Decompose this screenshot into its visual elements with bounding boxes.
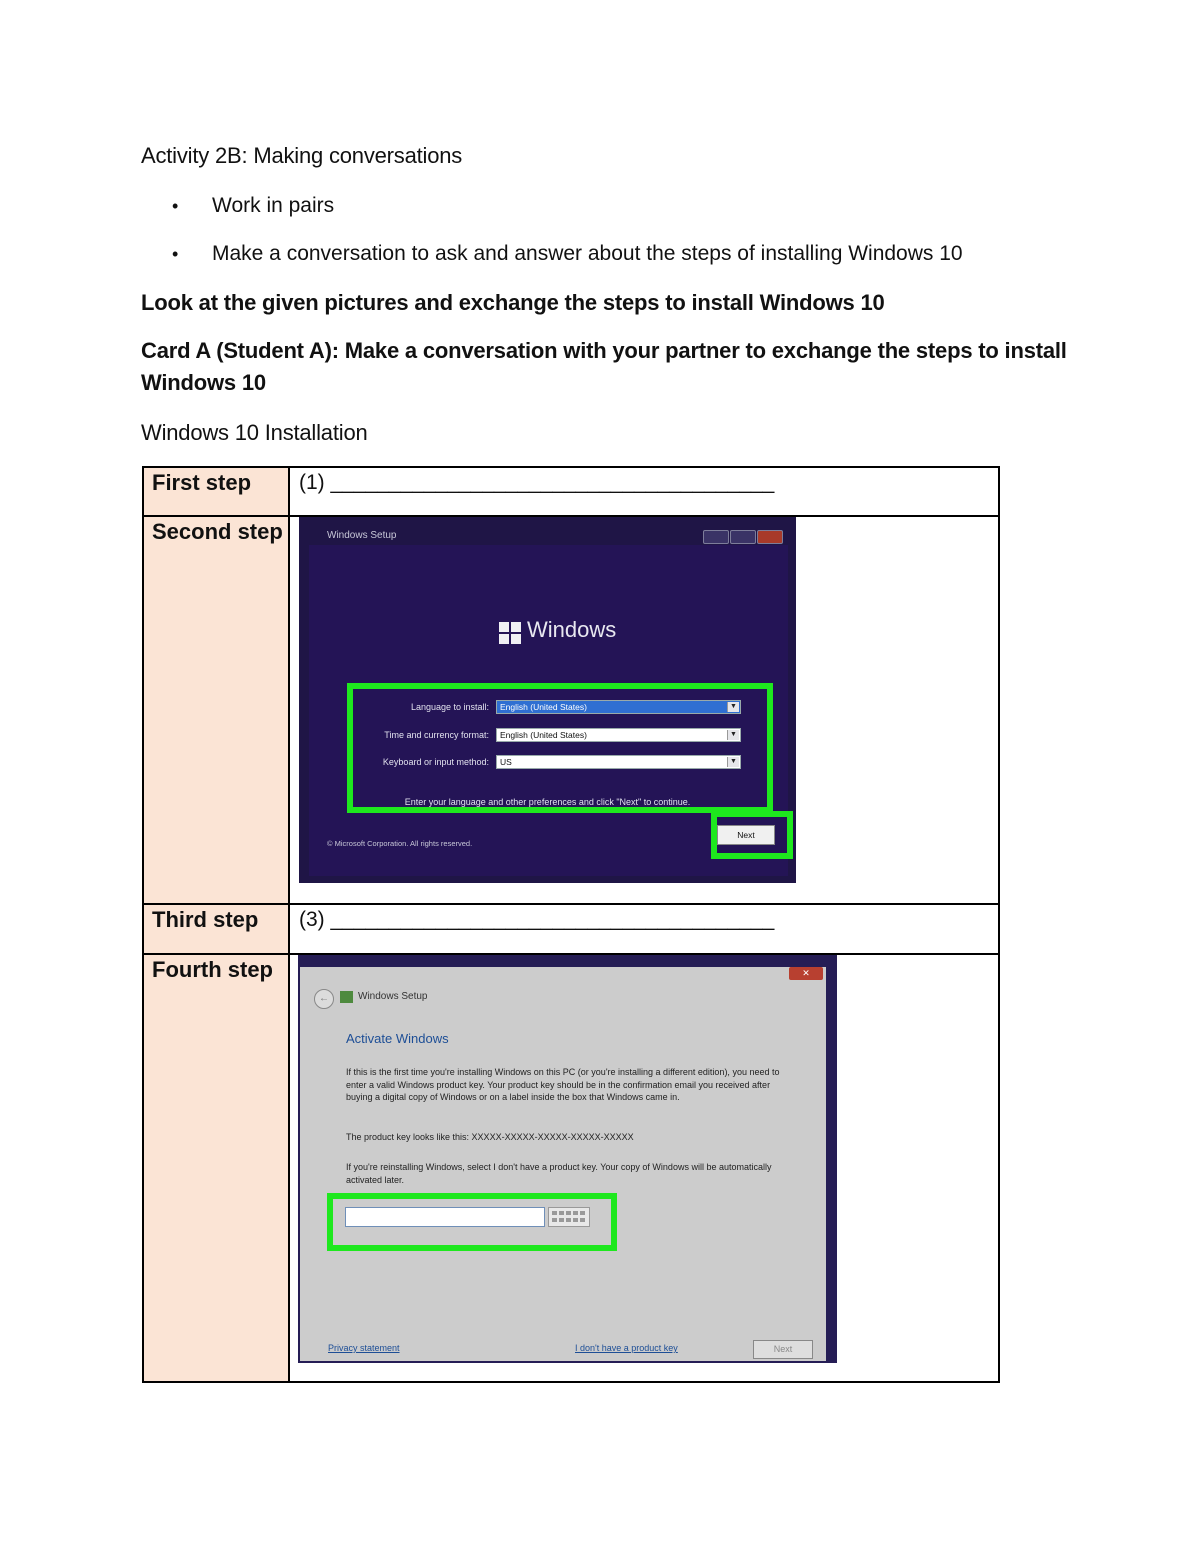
keyboard-field-label: Keyboard or input method:: [382, 757, 489, 767]
step-label-second: Second step: [152, 519, 283, 544]
product-key-highlight-box: [327, 1193, 617, 1251]
minimize-icon: [703, 530, 729, 544]
step-answer-first: (1) ______________________________________: [299, 471, 775, 494]
setup-hint-text: Enter your language and other preferences and click "Next" to continue.: [404, 797, 691, 807]
keyboard-select-value: US: [500, 757, 512, 767]
card-a-line-1: Card A (Student A): Make a conversation with your partner to exchange the steps to install: [141, 338, 1067, 363]
card-a-line-2: Windows 10: [141, 370, 266, 395]
back-arrow-icon: ←: [314, 989, 334, 1009]
setup-window-title: Windows Setup: [327, 530, 397, 541]
step-label-third: Third step: [152, 907, 259, 932]
table-rule: [288, 466, 290, 1383]
activate-paragraph-3: If you're reinstalling Windows, select I don't have a product key. Your copy of Windows will be automatically activated later.: [346, 1162, 772, 1185]
table-rule: [998, 466, 1000, 1383]
close-icon: [757, 530, 783, 544]
activate-paragraph-1: If this is the first time you're installing Windows on this PC (or you're installing a different edition), you need to enter a valid Windows product key. Your product key should be in the confirmation email you received after buying a digital copy of Windows or on a label inside the box that Windows came in.: [346, 1067, 780, 1102]
installation-subheading: Windows 10 Installation: [141, 420, 368, 445]
step-answer-third: (3) ______________________________________: [299, 908, 775, 931]
no-product-key-link: I don't have a product key: [575, 1343, 678, 1353]
table-rule: [142, 466, 1000, 468]
maximize-icon: [730, 530, 756, 544]
privacy-statement-link: Privacy statement: [328, 1343, 400, 1353]
next-button: Next: [753, 1340, 813, 1359]
chevron-down-icon: ▼: [727, 730, 739, 740]
time-format-field-label: Time and currency format:: [384, 730, 489, 740]
table-rule: [142, 466, 144, 1383]
table-rule: [142, 1381, 1000, 1383]
chevron-down-icon: ▼: [727, 702, 739, 712]
label-cell-bg: [143, 517, 288, 903]
bullet-item-1: Work in pairs: [212, 194, 335, 217]
activity-heading: Activity 2B: Making conversations: [141, 143, 463, 168]
bullet-marker: •: [172, 196, 179, 216]
step-label-first: First step: [152, 470, 252, 495]
table-rule: [142, 903, 1000, 905]
label-cell-bg: [143, 955, 288, 1383]
activate-paragraph-2: The product key looks like this: XXXXX-XXXXX-XXXXX-XXXXX-XXXXX: [346, 1132, 634, 1142]
next-highlight-box: [711, 811, 793, 859]
bullet-item-2: Make a conversation to ask and answer about the steps of installing Windows 10: [212, 242, 963, 265]
activate-dialog-body: [300, 967, 826, 1361]
setup-window-title: Windows Setup: [358, 991, 428, 1002]
windows-setup-language-screenshot: [299, 517, 796, 883]
activate-windows-screenshot: [298, 955, 837, 1363]
windows-logo-icon: [499, 622, 521, 644]
language-select-value: English (United States): [500, 702, 587, 712]
language-field-label: Language to install:: [410, 702, 489, 712]
fields-highlight-box: [347, 683, 773, 813]
bullet-marker: •: [172, 244, 179, 264]
close-icon: ✕: [789, 967, 823, 980]
windows-logo-text: Windows: [527, 617, 617, 642]
time-format-select-value: English (United States): [500, 730, 587, 740]
next-button: Next: [717, 825, 775, 845]
instruction-text: Look at the given pictures and exchange the steps to install Windows 10: [141, 290, 885, 315]
chevron-down-icon: ▼: [727, 757, 739, 767]
step-label-fourth: Fourth step: [152, 957, 273, 982]
setup-app-icon: [340, 991, 353, 1003]
copyright-text: © Microsoft Corporation. All rights reserved.: [327, 839, 473, 848]
activate-heading: Activate Windows: [346, 1031, 449, 1046]
